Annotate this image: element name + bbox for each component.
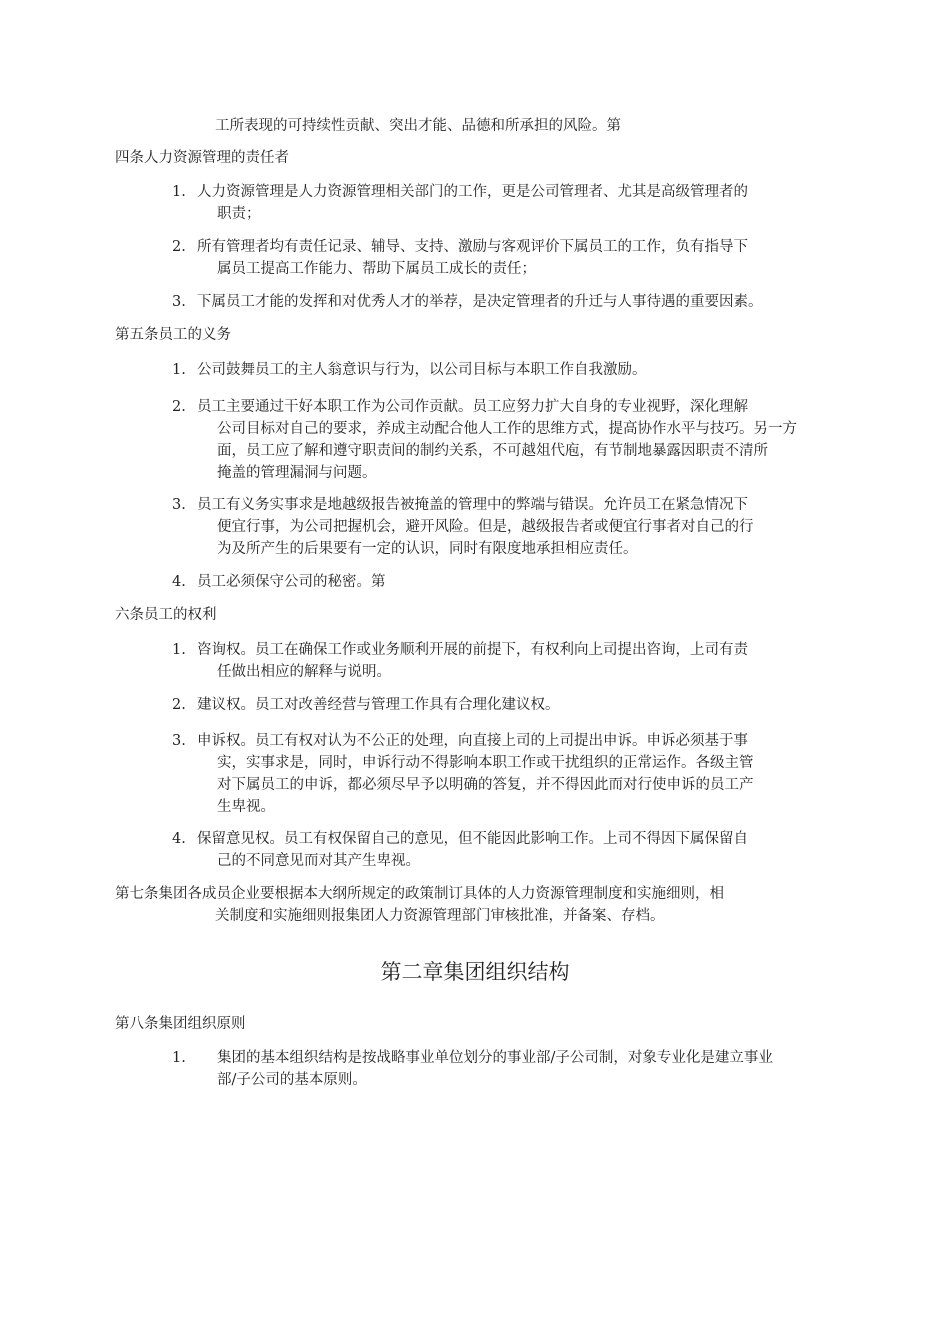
- list-item-text: 下属员工才能的发挥和对优秀人才的举荐，是决定管理者的升迁与人事待遇的重要因素。: [197, 294, 763, 310]
- list-item-text: 面，员工应了解和遵守职责间的制约关系，不可越俎代庖，有节制地暴露因职责不清所: [217, 443, 768, 459]
- list-item-text: 所有管理者均有责任记录、辅导、支持、激励与客观评价下属员工的工作，负有指导下: [197, 239, 748, 255]
- list-item: [172, 236, 852, 280]
- list-item-text: 职责；: [217, 206, 261, 222]
- list-item: [172, 730, 852, 818]
- list-item-text: 便宜行事，为公司把握机会，避开风险。但是，越级报告者或便宜行事者对自己的行: [217, 519, 754, 535]
- list-item: [172, 639, 852, 683]
- list-item: [172, 1047, 852, 1091]
- list-item-text: 集团的基本组织结构是按战略事业单位划分的事业部/子公司制，对象专业化是建立事业: [217, 1050, 773, 1066]
- list-item-text: 员工有义务实事求是地越级报告被掩盖的管理中的弊端与错误。允许员工在紧急情况下: [197, 497, 748, 513]
- article-4-title: 四条人力资源管理的责任者: [115, 150, 289, 166]
- list-item-text: 公司目标对自己的要求，养成主动配合他人工作的思维方式，提高协作水平与技巧。另一方: [217, 421, 797, 437]
- list-item-text: 对下属员工的申诉，都必须尽早予以明确的答复，并不得因此而对行使申诉的员工产: [217, 777, 754, 793]
- list-item-text: 为及所产生的后果要有一定的认识，同时有限度地承担相应责任。: [217, 541, 638, 557]
- list-item-text: 部/子公司的基本原则。: [217, 1072, 367, 1088]
- list-item-text: 生卑视。: [217, 799, 275, 815]
- list-number: 1.: [172, 642, 186, 658]
- list-number: 4.: [172, 574, 186, 590]
- chapter-heading: 第二章集团组织结构: [380, 960, 570, 984]
- list-item: [172, 494, 852, 560]
- list-number: 2.: [172, 239, 186, 255]
- list-item: [172, 571, 852, 593]
- list-item-text: 己的不同意见而对其产生卑视。: [217, 853, 420, 869]
- list-item-text: 申诉权。员工有权对认为不公正的处理，向直接上司的上司提出申诉。申诉必须基于事: [197, 733, 748, 749]
- list-item-text: 咨询权。员工在确保工作或业务顺利开展的前提下，有权利向上司提出咨询，上司有责: [197, 642, 748, 658]
- article-5-title: 第五条员工的义务: [115, 327, 231, 343]
- list-number: 1.: [172, 362, 186, 378]
- list-item-text: 实，实事求是，同时，申诉行动不得影响本职工作或干扰组织的正常运作。各级主管: [217, 755, 754, 771]
- list-item: [172, 181, 852, 225]
- continuation-text: 工所表现的可持续性贡献、突出才能、品德和所承担的风险。第: [215, 118, 621, 134]
- list-number: 3.: [172, 294, 186, 310]
- list-item-text: 保留意见权。员工有权保留自己的意见，但不能因此影响工作。上司不得因下属保留自: [197, 831, 748, 847]
- list-number: 4.: [172, 831, 186, 847]
- list-number: 2.: [172, 697, 186, 713]
- list-item-text: 公司鼓舞员工的主人翁意识与行为，以公司目标与本职工作自我激励。: [197, 362, 647, 378]
- list-item: [172, 694, 852, 716]
- article-7-paragraph: [115, 883, 724, 927]
- list-item: [172, 828, 852, 872]
- list-number: 3.: [172, 497, 186, 513]
- list-item: [172, 291, 852, 313]
- list-item-text: 属员工提高工作能力、帮助下属员工成长的责任；: [217, 261, 536, 277]
- article-6-title: 六条员工的权利: [115, 607, 217, 623]
- list-item: [172, 396, 852, 484]
- list-number: 1.: [172, 184, 186, 200]
- list-number: 2.: [172, 399, 186, 415]
- list-item-text: 掩盖的管理漏洞与问题。: [217, 465, 377, 481]
- list-item-text: 人力资源管理是人力资源管理相关部门的工作，更是公司管理者、尤其是高级管理者的: [197, 184, 748, 200]
- article-7-text: 关制度和实施细则报集团人力资源管理部门审核批准，并备案、存档。: [215, 908, 665, 924]
- list-item-text: 建议权。员工对改善经营与管理工作具有合理化建议权。: [197, 697, 560, 713]
- list-item-text: 员工必须保守公司的秘密。第: [197, 574, 386, 590]
- list-number: 1.: [172, 1050, 186, 1066]
- list-item: [172, 359, 852, 381]
- article-7-text: 第七条集团各成员企业要根据本大纲所规定的政策制订具体的人力资源管理制度和实施细则，相: [115, 886, 724, 902]
- list-number: 3.: [172, 733, 186, 749]
- article-8-title: 第八条集团组织原则: [115, 1016, 246, 1032]
- list-item-text: 员工主要通过干好本职工作为公司作贡献。员工应努力扩大自身的专业视野，深化理解: [197, 399, 748, 415]
- list-item-text: 任做出相应的解释与说明。: [217, 664, 391, 680]
